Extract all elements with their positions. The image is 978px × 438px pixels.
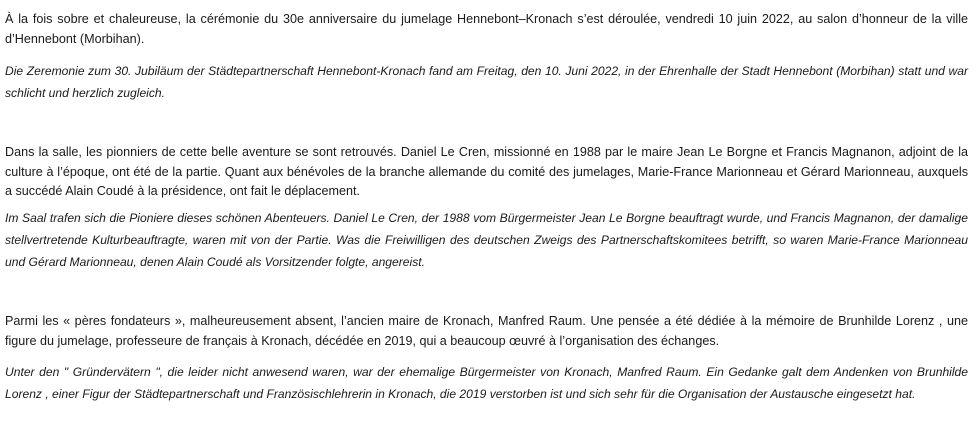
paragraph-french-3: Parmi les « pères fondateurs », malheureusement absent, l’ancien maire de Kronach, Manfred Raum. Une pensée a été dédiée à la mémoire de Brunhilde Lorenz , une figure du jumelage, professeure de français à Kronach, décédée en 2019, qui a beaucoup œuvré à l’organisation des échanges. (5, 314, 968, 348)
paragraph-french-2: Dans la salle, les pionniers de cette belle aventure se sont retrouvés. Daniel Le Cren, missionné en 1988 par le maire Jean Le Borgne et Francis Magnanon, adjoint de la culture à l’époque, ont été de la partie. Quant aux bénévoles de la branche allemande du comité des jumelages, Marie-France Marionneau et Gérard Marionneau, auxquels a succédé Alain Coudé à la présidence, ont fait le déplacement. (5, 145, 968, 198)
paragraph-german-2: Im Saal trafen sich die Pioniere dieses schönen Abenteuers. Daniel Le Cren, der 1988 vom Bürgermeister Jean Le Borgne beauftragt wurde, und Francis Magnanon, der damalige stellvertretende Kulturbeauftragte, waren mit von der Partie. Was die Freiwilligen des deutschen Zweigs des Partnerschaftskomitees betrifft, so waren Marie-France Marionneau und Gérard Marionneau, denen Alain Coudé als Vorsitzender folgte, angereist. (5, 211, 968, 269)
paragraph-french-1: À la fois sobre et chaleureuse, la cérémonie du 30e anniversaire du jumelage Hennebont–Kronach s’est déroulée, vendredi 10 juin 2022, au salon d’honneur de la ville d’Hennebont (Morbihan). (5, 12, 968, 46)
paragraph-german-3: Unter den " Gründervätern ", die leider nicht anwesend waren, war der ehemalige Bürgermeister von Kronach, Manfred Raum. Ein Gedanke galt dem Andenken von Brunhilde Lorenz , einer Figur der Städtepartnerschaft und Französischlehrerin in Kronach, die 2019 verstorben ist und sich sehr für die Organisation der Austausche eingesetzt hat. (5, 365, 968, 401)
paragraph-german-1: Die Zeremonie zum 30. Jubiläum der Städtepartnerschaft Hennebont-Kronach fand am Freitag, den 10. Juni 2022, in der Ehrenhalle der Stadt Hennebont (Morbihan) statt und war schlicht und herzlich zugleich. (5, 64, 968, 100)
